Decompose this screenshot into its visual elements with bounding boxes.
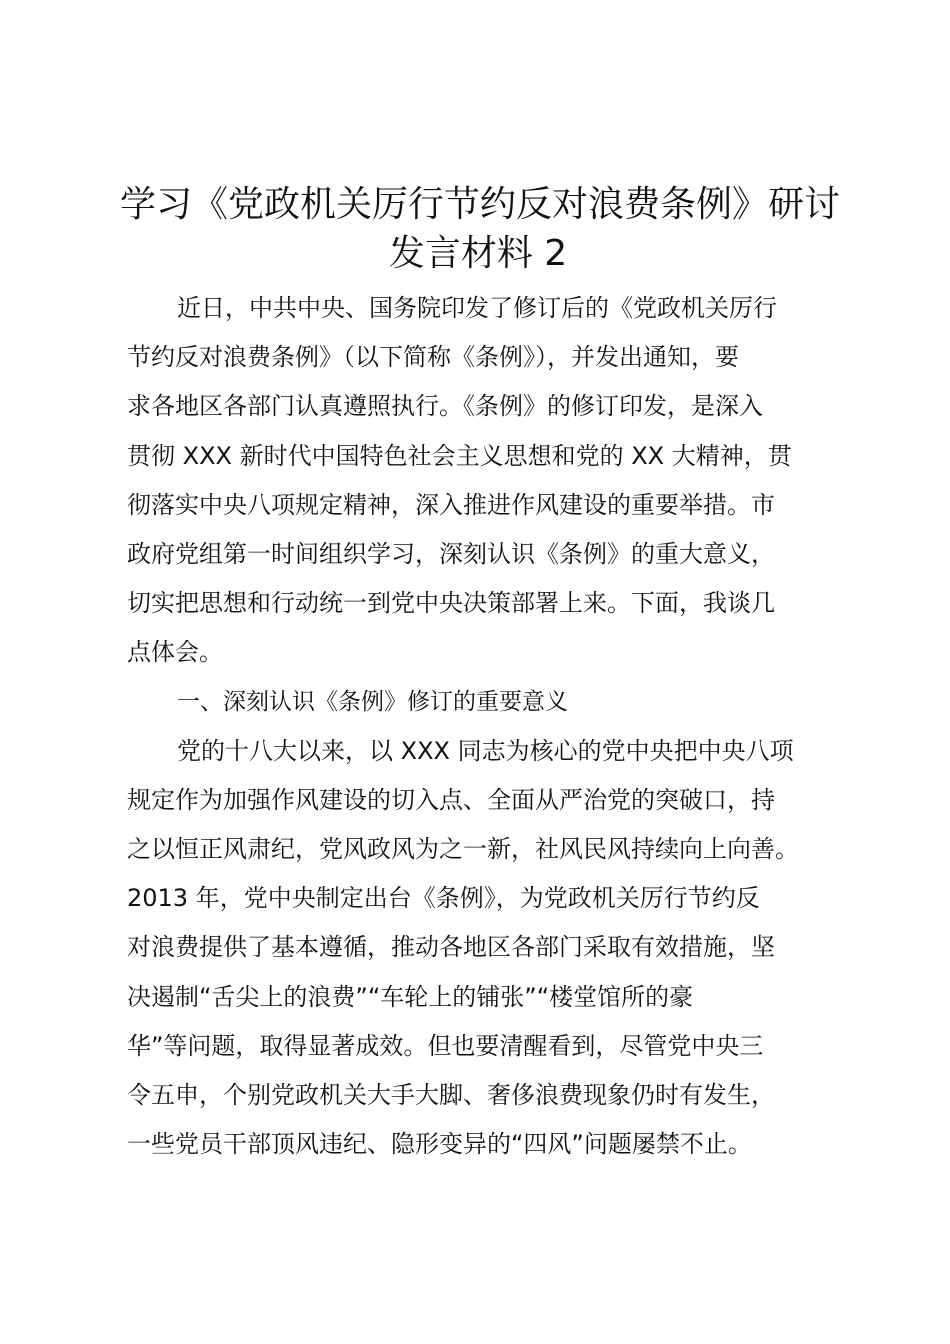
paragraph-line: 一些党员干部顶风违纪、隐形变异的“四风”问题屡禁不止。	[127, 1130, 752, 1159]
paragraph-line: 求各地区各部门认真遵照执行。《条例》的修订印发，是深入	[127, 392, 763, 421]
paragraph-line: 决遏制“舌尖上的浪费”“车轮上的铺张”“楼堂馆所的豪	[127, 982, 694, 1011]
paragraph-line: 节约反对浪费条例》（以下简称《条例》），并发出通知，要	[127, 343, 739, 372]
paragraph-line: 贯彻 XXX 新时代中国特色社会主义思想和党的 XX 大精神，贯	[127, 441, 792, 470]
paragraph-line: 令五申，个别党政机关大手大脚、奢侈浪费现象仍时有发生，	[127, 1081, 775, 1109]
paragraph-line: 2013 年，党中央制定出台《条例》，为党政机关厉行节约反	[127, 884, 760, 913]
paragraph-line: 之以恒正风肃纪，党风政风为之一新，社风民风持续向上向善。	[127, 835, 799, 864]
paragraph-line: 党的十八大以来，以 XXX 同志为核心的党中央把中央八项	[177, 736, 794, 765]
paragraph-line: 彻落实中央八项规定精神，深入推进作风建设的重要举措。市	[127, 490, 775, 519]
title-line: 发言材料 2	[388, 233, 568, 275]
section-heading: 一、深刻认识《条例》修订的重要意义	[177, 688, 568, 715]
paragraph-line: 规定作为加强作风建设的切入点、全面从严治党的突破口，持	[127, 785, 775, 814]
paragraph-line: 对浪费提供了基本遵循，推动各地区各部门采取有效措施，坚	[127, 933, 775, 962]
title-line: 学习《党政机关厉行节约反对浪费条例》研讨	[120, 184, 841, 225]
paragraph-line: 切实把思想和行动统一到党中央决策部署上来。下面，我谈几	[127, 589, 775, 618]
paragraph-line: 政府党组第一时间组织学习，深刻认识《条例》的重大意义，	[127, 539, 775, 568]
paragraph-line: 点体会。	[127, 638, 223, 667]
paragraph-line: 近日，中共中央、国务院印发了修订后的《党政机关厉行	[177, 294, 777, 322]
document-body	[127, 284, 839, 1169]
document-title	[120, 178, 841, 276]
paragraph-line: 华”等问题，取得显著成效。但也要清醒看到，尽管党中央三	[127, 1031, 764, 1060]
